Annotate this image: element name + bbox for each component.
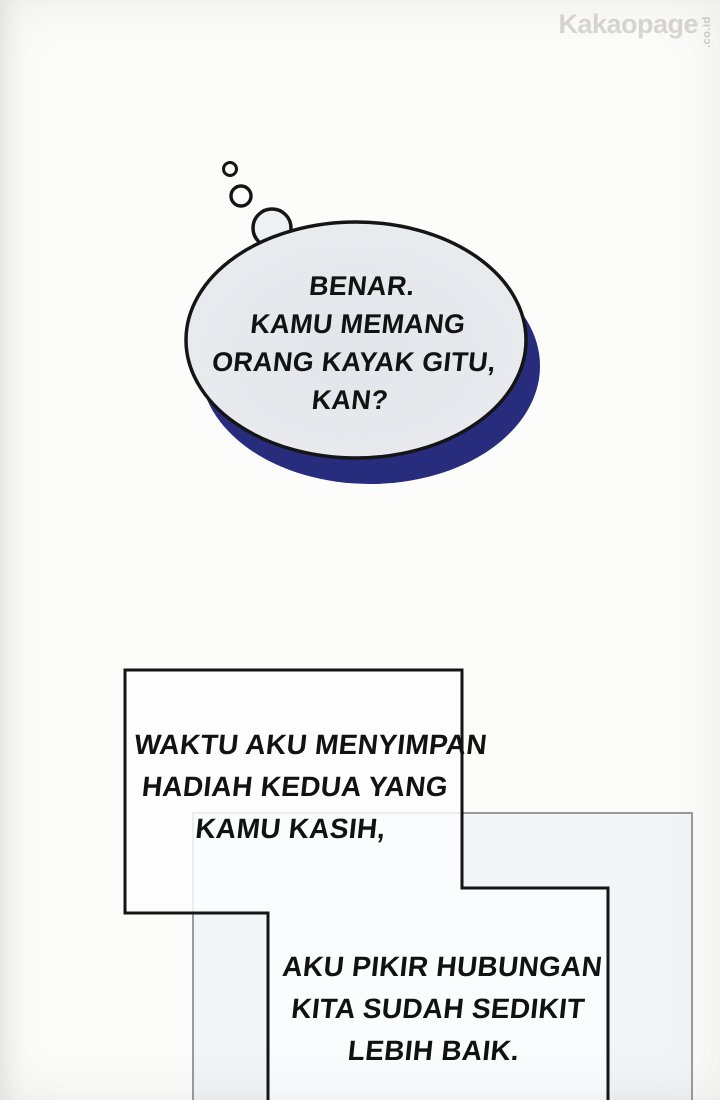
thought-bubble-line: BENAR.	[307, 271, 417, 301]
panel-bottom-text	[271, 946, 604, 1072]
panel-top-line: HADIAH KEDUA YANG	[140, 771, 450, 802]
thought-bubble-text	[198, 267, 514, 419]
panel-bottom-line: LEBIH BAIK.	[346, 1035, 521, 1066]
panel-top-line: KAMU KASIH,	[194, 813, 388, 844]
panel-bottom-line: AKU PIKIR HUBUNGAN	[281, 951, 604, 982]
thought-trail-circle-large	[231, 186, 251, 206]
thought-bubble-line: ORANG KAYAK GITU,	[210, 347, 498, 377]
thought-trail-circle-small	[224, 163, 237, 176]
panel-top-text	[123, 724, 489, 850]
watermark-suffix: .co.id	[701, 16, 713, 48]
panel-bottom-line: KITA SUDAH SEDIKIT	[289, 993, 587, 1024]
thought-bubble-line: KAN?	[310, 385, 390, 415]
watermark-brand: Kakaopage	[558, 9, 698, 39]
thought-bubble-line: KAMU MEMANG	[249, 309, 467, 339]
panel-top-line: WAKTU AKU MENYIMPAN	[132, 729, 489, 760]
